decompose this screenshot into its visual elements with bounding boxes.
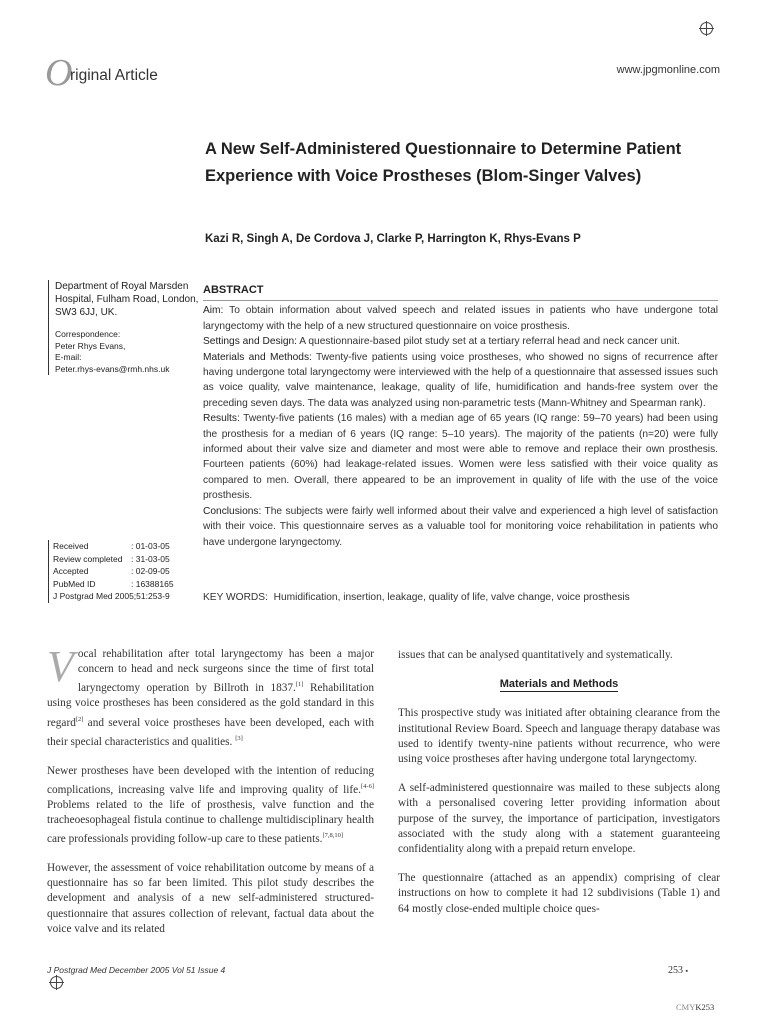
affiliation-dept: Department of Royal Marsden Hospital, Fulham Road, London, SW3 6JJ, UK.: [55, 281, 199, 318]
keywords-label: KEY WORDS:: [203, 592, 268, 603]
section-label: riginal Article: [70, 67, 158, 84]
citation-ref[interactable]: [2]: [75, 715, 84, 723]
registration-mark-icon: [700, 22, 713, 35]
abstract-settings: [203, 334, 718, 349]
intro-paragraph-3: However, the assessment of voice rehabilitation outcome by means of a questionnaire has so far been limited. This pilot study describes the development and analysis of a new self-administered structured-questionnaire that assures collection of relevant, factual data about the voice valve and its related: [47, 862, 374, 935]
review-value: : 31-03-05: [131, 553, 170, 564]
received-value: : 01-03-05: [131, 541, 170, 551]
accepted-label: Accepted: [53, 566, 89, 576]
abstract-conclusions: [203, 504, 718, 550]
abstract-heading: ABSTRACT: [203, 283, 718, 301]
accepted-value: : 02-09-05: [131, 566, 170, 576]
keywords: [203, 592, 723, 603]
pubmed-label: PubMed ID: [53, 578, 96, 589]
section-heading-text: Materials and Methods: [499, 678, 619, 691]
cmyk-prefix: CMY: [676, 1002, 696, 1012]
registration-mark-icon: [50, 976, 63, 989]
intro-text: ocal rehabilitation after total laryngectomy has been a major concern to head and neck surgeons since the time of first total laryngectomy operation by Billroth in 1837.: [77, 648, 374, 695]
abstract-results: [203, 411, 718, 503]
bullet-icon: ▪: [685, 967, 688, 975]
abstract: [203, 283, 718, 550]
body-right-column: [398, 648, 720, 931]
methods-paragraph-1: This prospective study was initiated after obtaining clearance from the institutional Review Board. Speech and language therapy database was used to identify twenty-nine patients without recurrence, who were using voice prostheses after having undergone total laryngectomy.: [398, 707, 720, 766]
citation: J Postgrad Med 2005;51:253-9: [53, 591, 170, 601]
correspondence-name: Peter Rhys Evans,: [55, 340, 126, 351]
authors: Kazi R, Singh A, De Cordova J, Clarke P, Harrington K, Rhys-Evans P: [205, 233, 581, 245]
pubmed-value: : 16388165: [131, 578, 174, 589]
intro-paragraph-1: [47, 642, 375, 750]
review-label: Review completed: [53, 553, 123, 564]
affiliation-box: [48, 280, 205, 375]
citation-ref[interactable]: [3]: [235, 734, 243, 742]
received-label: Received: [53, 541, 89, 551]
methods-label: Materials and Methods:: [203, 351, 312, 363]
intro-text: Newer prostheses have been developed with the intention of reducing complications, increasing valve life and improving quality of life.: [47, 764, 374, 796]
section-heading: [398, 677, 720, 692]
conclusions-text: The subjects were fairly well informed about their valve and experienced a high level of satisfaction with their voice. This questionnaire serves as a valuable tool for monitoring voice rehabilitation in patients who have undergone laryngectomy.: [203, 505, 719, 548]
results-label: Results:: [203, 413, 240, 425]
methods-paragraph-2: A self-administered questionnaire was mailed to these subjects along with a personalised covering letter providing information about purpose of the survey, the importance of participation, investigators associated with the study along with a statement guaranteeing confidentiality along with a prepaid return envelope.: [398, 782, 720, 856]
citation-ref[interactable]: [7,8,10]: [322, 832, 344, 840]
page-number: [668, 965, 688, 976]
intro-paragraph-4: issues that can be analysed quantitatively and systematically.: [398, 649, 673, 661]
abstract-methods: [203, 350, 718, 412]
methods-paragraph-3: The questionnaire (attached as an appendix) comprising of clear instructions on how to complete it had 12 subdivisions (Table 1) and 64 mostly close-ended multiple choice ques-: [398, 872, 720, 915]
aim-label: Aim:: [203, 305, 224, 317]
email-label: E-mail:: [55, 352, 82, 362]
citation-ref[interactable]: [4-6]: [361, 782, 374, 790]
methods-text: Twenty-five patients using voice prostheses, who showed no signs of recurrence after having undergone total laryngectomy were interviewed with the help of a questionnaire that assessed issues such as voice quality, valve maintenance, leakage, quality of life, humidification and hands-free system over the preceding seven days. The data was analyzed using non-parametric tests (Mann-Whitney and Spearman rank).: [203, 351, 718, 409]
settings-text: A questionnaire-based pilot study set at a tertiary referral head and neck cancer unit.: [299, 336, 680, 348]
section-initial: O: [45, 52, 73, 94]
results-text: Twenty-five patients (16 males) with a median age of 65 years (IQ range: 59–70 years) had been using the prosthesis for a median of 6 years (IQ range: 5–10 years). The majority of the patients (n=20) were fully informed about their valve size and diameter and most were able to remove and replace their own prosthesis. Fourteen patients (60%) had leakage-related issues. Women were less satisfied with their voice quality as compared to men. Overall, there appeared to be an improvement in quality of life with the use of the voice prosthesis.: [203, 413, 718, 502]
page-number-text: 253: [668, 965, 683, 976]
intro-text: Rehabilitation using voice prostheses has been considered as the gold standard in this regard: [47, 682, 375, 729]
correspondence-label: Correspondence:: [55, 329, 121, 339]
cmyk-code: K253: [695, 1002, 715, 1012]
intro-paragraph-2: [47, 764, 374, 848]
aim-text: To obtain information about valved speech and related issues in patients who have undergone total laryngectomy with the help of a new structured questionnaire on voice prosthesis.: [203, 305, 718, 332]
site-url-link[interactable]: www.jpgmonline.com: [616, 64, 720, 76]
abstract-aim: [203, 303, 718, 334]
article-title: A New Self-Administered Questionnaire to Determine Patient Experience with Voice Prostheses (Blom-Singer Valves): [205, 140, 682, 185]
footer-journal: J Postgrad Med December 2005 Vol 51 Issue 4: [47, 965, 226, 975]
intro-text: Problems related to the life of prosthesis, valve function and the tracheoesophageal fistula continue to challenge multidisciplinary health care professionals providing follow-up care to these patients.: [47, 798, 374, 845]
keywords-text: Humidification, insertion, leakage, quality of life, valve change, voice prosthesis: [273, 592, 630, 603]
settings-label: Settings and Design:: [203, 336, 298, 348]
dates-box: [48, 540, 203, 603]
dropcap: V: [47, 642, 74, 691]
body-left-column: [47, 642, 375, 951]
conclusions-label: Conclusions:: [203, 505, 262, 517]
email-link[interactable]: Peter.rhys-evans@rmh.nhs.uk: [55, 363, 170, 374]
intro-text: and several voice prostheses have been developed, each with their special characteristics and qualities.: [47, 716, 374, 748]
citation-ref[interactable]: [1]: [295, 681, 304, 689]
cmyk-label: [676, 1002, 714, 1012]
